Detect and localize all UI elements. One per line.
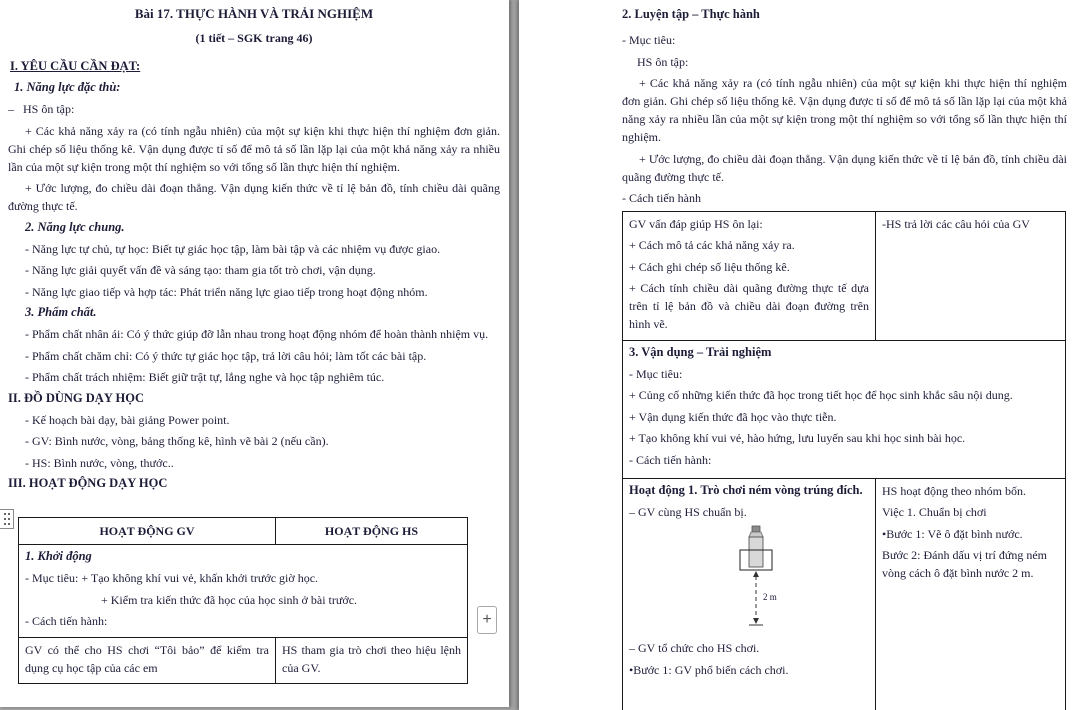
hs-cell [276, 637, 468, 684]
lesson-subtitle: (1 tiết – SGK trang 46) [195, 31, 313, 45]
gv-cell [623, 211, 876, 340]
paragraph-probability: + Các khả năng xảy ra (có tính ngẫu nhiên) của một sự kiện khi thực hiện thí nghiệm đơn giản. Ghi chép số liệu thống kê. Vận dụng được tỉ số để mô tả số lần lặp lại của một khả năng xảy ra nhiều lần của một sự kiện trong một thí nghiệm so với tổng số lần thực hiện thí nghiệm. [8, 123, 500, 174]
equipment-item: - GV: Bình nước, vòng, bảng thống kê, hình vẽ bài 2 (nếu cần). [25, 434, 329, 448]
column-header-hs: HOẠT ĐỘNG HS [276, 518, 468, 545]
general-item: - Năng lực tự chủ, tự học: Biết tự giác học tập, làm bài tập và các nhiệm vụ được giao. [25, 241, 441, 256]
column-header-gv: HOẠT ĐỘNG GV [19, 518, 276, 545]
gv-review-line: + Cách ghi chép số liệu thống kê. [629, 259, 790, 274]
table-header-row [19, 518, 468, 545]
section-requirements-heading: I. YÊU CẦU CẦN ĐẠT: [10, 59, 141, 73]
gv-review-line: + Cách mô tả các khả năng xảy ra. [629, 238, 795, 252]
activity-table [18, 517, 468, 684]
quality-item: - Phẩm chất chăm chỉ: Có ý thức tự giác học tập, trả lời câu hỏi; làm tốt các bài tập. [25, 348, 427, 363]
lesson-title: Bài 17. THỰC HÀNH VÀ TRẢI NGHIỆM [134, 6, 374, 21]
warmup-method-line: - Cách tiến hành: [25, 614, 108, 628]
gv-prepare-line: – GV cùng HS chuẩn bị. [629, 504, 747, 519]
warmup-goal-line: - Mục tiêu: + Tạo không khí vui vẻ, khấn khởi trước giờ học. [25, 571, 319, 585]
general-competency-heading: 2. Năng lực chung. [25, 219, 125, 234]
grip-dots-icon [3, 512, 11, 526]
page-2[interactable] [519, 0, 1073, 710]
apply-section-cell [623, 340, 1066, 478]
hs-activity-line: •Bước 1: Vẽ ô đặt bình nước. [882, 526, 1023, 541]
apply-section-heading: 3. Vận dụng – Trải nghiệm [629, 344, 772, 359]
table-row [19, 637, 468, 684]
teaching-activity-heading: III. HOẠT ĐỘNG DẠY HỌC [8, 476, 168, 490]
gv-cell [19, 637, 276, 684]
warmup-heading: 1. Khởi động [25, 549, 92, 563]
apply-item: + Tạo không khí vui vẻ, hào hứng, lưu luyến sau khi học sinh bài học. [629, 431, 966, 445]
warmup-goal-line: + Kiểm tra kiến thức đã học của học sinh ở bài trước. [101, 592, 358, 607]
equipment-item: - HS: Bình nước, vòng, thước.. [25, 455, 174, 470]
gv-cell [623, 478, 876, 710]
quality-item: - Phẩm chất trách nhiệm: Biết giữ trật tự, lắng nghe và học tập nghiêm túc. [25, 370, 385, 384]
practice-section-heading: 2. Luyện tập – Thực hành [622, 7, 760, 21]
paragraph-probability: + Các khả năng xảy ra (có tính ngẫu nhiên) của một sự kiện khi thực hiện thí nghiệm đơn giản. Ghi chép số liệu thống kê. Vận dụng được tỉ số để mô tả số lần lặp lại của một khả năng xảy ra nhiều lần của một sự kiện trong một thí nghiệm so với tổng số lần thực hiện thí nghiệm. [622, 76, 1067, 144]
hs-cell [876, 478, 1066, 710]
activity-table-continued [622, 211, 1066, 710]
quality-item: - Phẩm chất nhân ái: Có ý thức giúp đỡ lẫn nhau trong hoạt động nhóm để hoàn thành nhiệm vụ. [25, 327, 489, 341]
bottle-body-icon [749, 537, 763, 567]
hs-activity-line: Việc 1. Chuẩn bị chơi [882, 505, 987, 519]
hs-cell [876, 211, 1066, 340]
warmup-row [19, 545, 468, 638]
warmup-cell [19, 545, 468, 638]
goal-label: - Mục tiêu: [629, 366, 683, 381]
hs-activity-line: Bước 2: Đánh dấu vị trí đứng ném vòng cách ô đặt bình nước 2 m. [882, 548, 1047, 580]
hs-review-line: – HS ôn tập: [8, 102, 75, 116]
paragraph-measure: + Ước lượng, đo chiều dài đoạn thẳng. Vận dụng kiến thức về tỉ lệ bản đồ, tính chiều dài quãng đường thực tế. [622, 151, 1067, 184]
equipment-item: - Kế hoạch bài dạy, bài giảng Power point. [25, 412, 230, 427]
arrow-down-icon [753, 618, 759, 624]
activity1-heading: Hoạt động 1. Trò chơi ném vòng trúng đích. [629, 482, 863, 497]
distance-label: 2 m [763, 592, 777, 602]
equipment-heading: II. ĐỒ DÙNG DẠY HỌC [8, 390, 144, 405]
activity1-row [623, 478, 1066, 710]
insert-plus-button[interactable]: + [477, 606, 497, 634]
apply-item: + Củng cố những kiến thức đã học trong tiết học để học sinh khắc sâu nội dung. [629, 388, 1013, 402]
bottle-cap-icon [752, 526, 760, 532]
method-label: - Cách tiến hành [622, 191, 701, 205]
hs-cell-text: HS tham gia trò chơi theo hiệu lệnh của GV. [282, 642, 461, 675]
paragraph-measure: + Ước lượng, đo chiều dài đoạn thẳng. Vận dụng kiến thức về tỉ lệ bản đồ, tính chiều dài quãng đường thực tế. [8, 181, 500, 213]
drag-handle-icon[interactable] [0, 509, 14, 529]
gv-step-line: •Bước 1: GV phổ biến cách chơi. [629, 662, 789, 677]
throw-distance-diagram [725, 524, 869, 637]
apply-section-row [623, 340, 1066, 478]
hs-answer-line: -HS trả lời các câu hỏi của GV [882, 216, 1030, 231]
gv-review-line: GV vấn đáp giúp HS ôn lại: [629, 216, 763, 231]
general-item: - Năng lực giao tiếp và hợp tác: Phát triển năng lực giao tiếp trong hoạt động nhóm. [25, 284, 428, 299]
apply-item: + Vận dụng kiến thức đã học vào thực tiễn. [629, 409, 837, 424]
bottle-neck-icon [749, 532, 763, 537]
page-1[interactable] [0, 0, 509, 707]
specific-competency-heading: 1. Năng lực đặc thù: [14, 80, 121, 94]
hs-activity-line: HS hoạt động theo nhóm bốn. [882, 483, 1026, 498]
gv-organize-line: – GV tổ chức cho HS chơi. [629, 641, 760, 655]
gv-cell-text: GV có thể cho HS chơi “Tôi bảo” để kiểm tra dụng cụ học tập của các em [25, 642, 269, 675]
general-item: - Năng lực giải quyết vấn đề và sáng tạo: tham gia tốt trò chơi, vận dụng. [25, 263, 376, 277]
goal-label: - Mục tiêu: [622, 33, 676, 47]
method-label: - Cách tiến hành: [629, 452, 712, 467]
review-row [623, 211, 1066, 340]
quality-heading: 3. Phẩm chất. [25, 305, 97, 319]
bottle-target-figure [725, 524, 797, 632]
gv-review-line: + Cách tính chiều dài quãng đường thực tế dựa trên tỉ lệ bản đồ và chiều dài đoạn đường trên hình vẽ. [629, 281, 869, 331]
hs-review-line: HS ôn tập: [637, 54, 689, 69]
